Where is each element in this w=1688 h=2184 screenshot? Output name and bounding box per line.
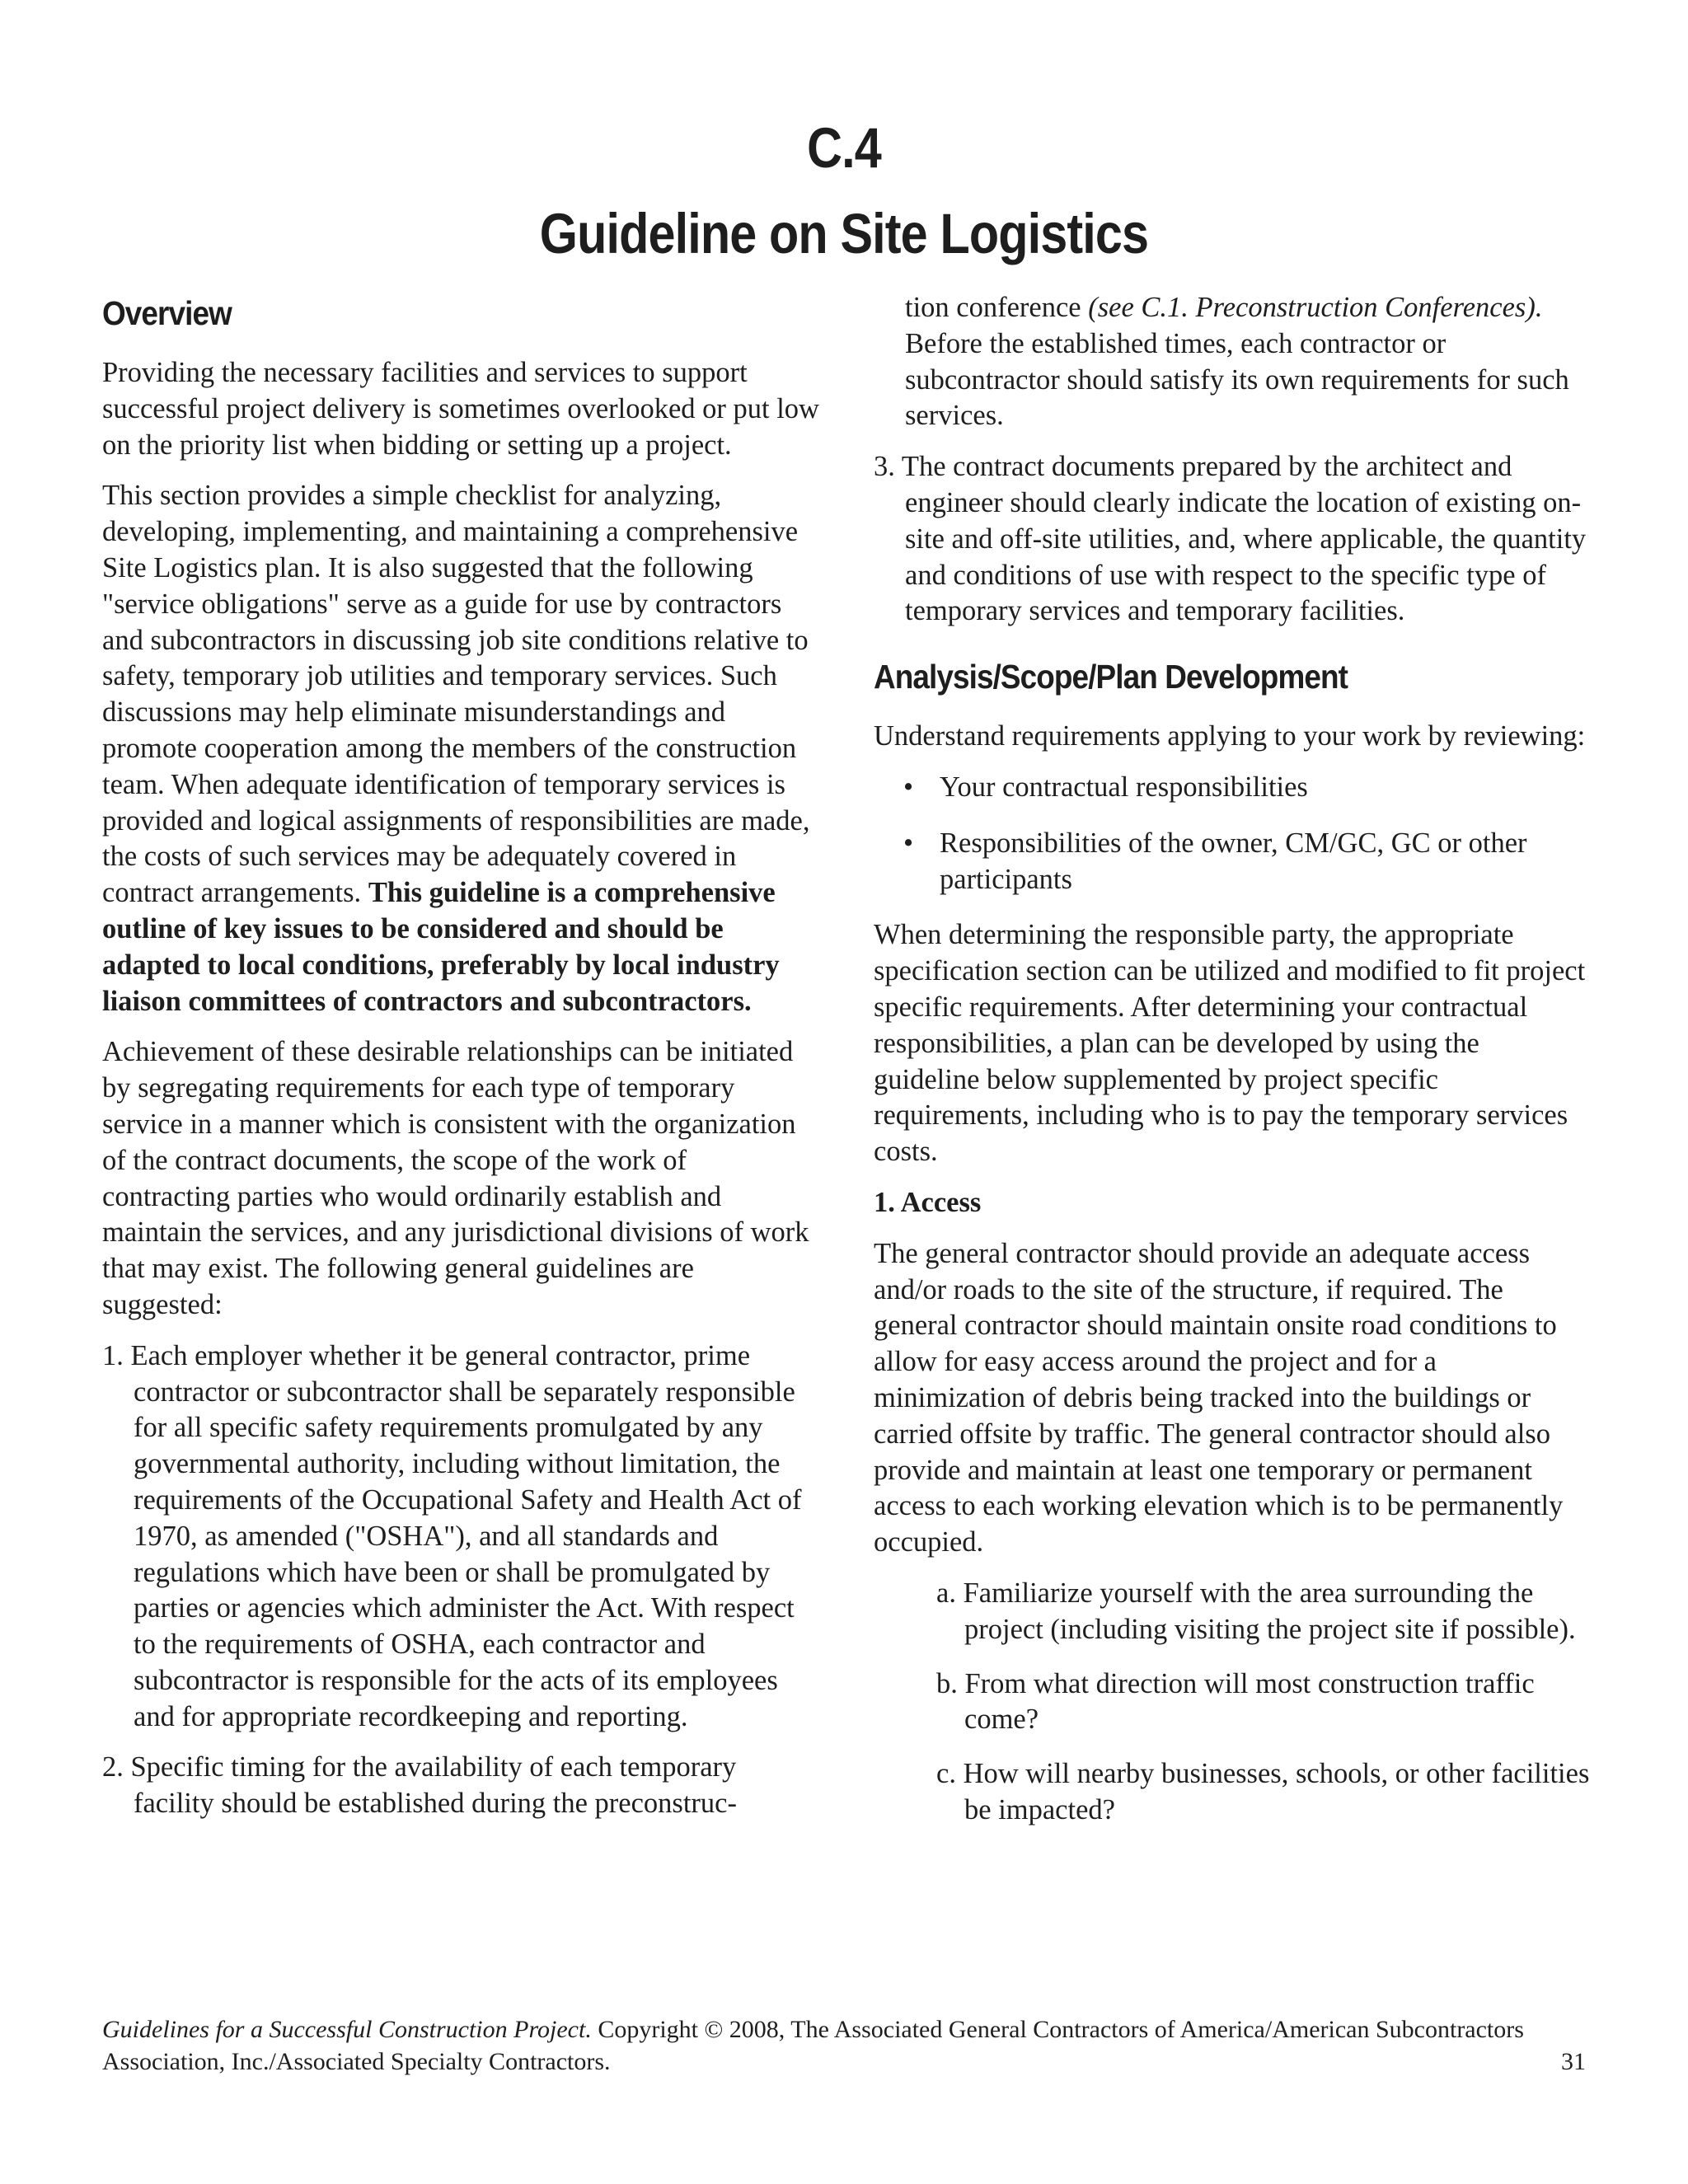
- overview-paragraph-2-text: This section provides a simple checklist for analyzing, developing, implementing, and maintaining a comprehensive Site Logistics plan. It is also suggested that the following "service obligations" serve as a guide for use by contractors and subcontractors in discussing job site conditions relative to safety, temporary job utilities and temporary services. Such discussions may help eliminate misunderstandings and promote cooperation among the members of the construction team. When adequate identification of temporary services is provided and logical assignments of responsibilities are made, the costs of such services may be adequately covered in contract arrangements.: [102, 480, 810, 909]
- page-number: 31: [1561, 2048, 1586, 2075]
- analysis-heading: Analysis/Scope/Plan Development: [874, 658, 1348, 696]
- page-title: Guideline on Site Logistics: [539, 202, 1149, 265]
- left-column: [102, 284, 819, 1822]
- list-item-text: Responsibilities of the owner, CM/GC, GC or other participants: [940, 827, 1527, 895]
- access-item-b: b. From what direction will most construction traffic come?: [936, 1667, 1535, 1736]
- guideline-item-1: 1. Each employer whether it be general contractor, prime contractor or subcontractor shall be separately responsible for all specific safety requirements promulgated by any governmental authority, including without limitation, the requirements of the Occupational Safety and Health Act of 1970, as amended ("OSHA"), and all standards and regulations which have been or shall be promulgated by parties or agencies which administer the Act. With respect to the requirements of OSHA, each contractor and subcontractor is responsible for the acts of its employees and for appropriate recordkeeping and reporting.: [102, 1339, 802, 1732]
- book-title: Guidelines for a Successful Construction Project.: [102, 2016, 592, 2043]
- overview-heading: Overview: [102, 294, 232, 332]
- page-header: [0, 105, 1688, 277]
- overview-paragraph-2: [102, 478, 819, 1019]
- guideline-item-3: 3. The contract documents prepared by the architect and engineer should clearly indicate the location of existing on-site and off-site utilities, and, where applicable, the quantity and conditions of use with respect to the specific type of temporary services and temporary facilities.: [874, 451, 1587, 627]
- page-footer: [102, 2013, 1586, 2078]
- responsibility-list: [874, 770, 1591, 898]
- analysis-paragraph: When determining the responsible party, the appropriate specification section can be utilized and modified to fit project specific requirements. After determining your contractual responsibilities, a plan can be developed by using the guideline below supplemented by project specific requirements, including who is to pay the temporary services costs.: [874, 919, 1586, 1168]
- section-number: C.4: [807, 116, 881, 180]
- list-item-text: Your contractual responsibilities: [940, 771, 1308, 803]
- overview-paragraph-2-bold: This guideline is a comprehensive outline of key issues to be considered and should be adapted to local conditions, preferably by local industry liaison committees of contractors and subcontractors.: [102, 877, 780, 1017]
- preconstruction-reference: (see C.1. Preconstruction Conferences).: [1088, 292, 1543, 323]
- list-item: [874, 826, 1591, 898]
- bullet-icon: •: [903, 827, 914, 859]
- access-item-c: c. How will nearby businesses, schools, or other facilities be impacted?: [936, 1758, 1590, 1825]
- guideline-item-2-continued: [874, 290, 1591, 434]
- guideline-item-2-end: Before the established times, each contractor or subcontractor should satisfy its own requirements for such services.: [905, 327, 1569, 432]
- access-item-a: a. Familiarize yourself with the area surrounding the project (including visiting the project site if possible).: [936, 1577, 1576, 1645]
- analysis-intro: Understand requirements applying to your work by reviewing:: [874, 720, 1586, 752]
- guideline-item-2-cont-text: tion conference: [905, 292, 1089, 323]
- overview-paragraph-1: Providing the necessary facilities and services to support successful project delivery is sometimes overlooked or put low on the priority list when bidding or setting up a project.: [102, 357, 819, 461]
- overview-paragraph-3: Achievement of these desirable relationships can be initiated by segregating requirements for each type of temporary service in a manner which is consistent with the organization of the contract documents, the scope of the work of contracting parties who would ordinarily establish and maintain the services, and any jurisdictional divisions of work that may exist. The following general guidelines are suggested:: [102, 1036, 809, 1320]
- guideline-item-2-start: 2. Specific timing for the availability of each temporary facility should be established during the preconstruc-: [102, 1751, 737, 1820]
- access-paragraph: The general contractor should provide an adequate access and/or roads to the site of the structure, if required. The general contractor should maintain onsite road conditions to allow for easy access around the project and for a minimization of debris being tracked into the buildings or carried offsite by traffic. The general contractor should also provide and maintain at least one temporary or permanent access to each working elevation which is to be permanently occupied.: [874, 1237, 1564, 1558]
- list-item: [874, 770, 1591, 806]
- bullet-icon: •: [903, 771, 914, 803]
- copyright-text: Copyright © 2008, The Associated General Contractors of America/American Subcontractors Association, Inc./Associated Specialty Contractors.: [102, 2016, 1524, 2075]
- right-column: [874, 290, 1591, 1847]
- footer-copyright: [102, 2013, 1586, 2078]
- access-heading: 1. Access: [874, 1186, 982, 1218]
